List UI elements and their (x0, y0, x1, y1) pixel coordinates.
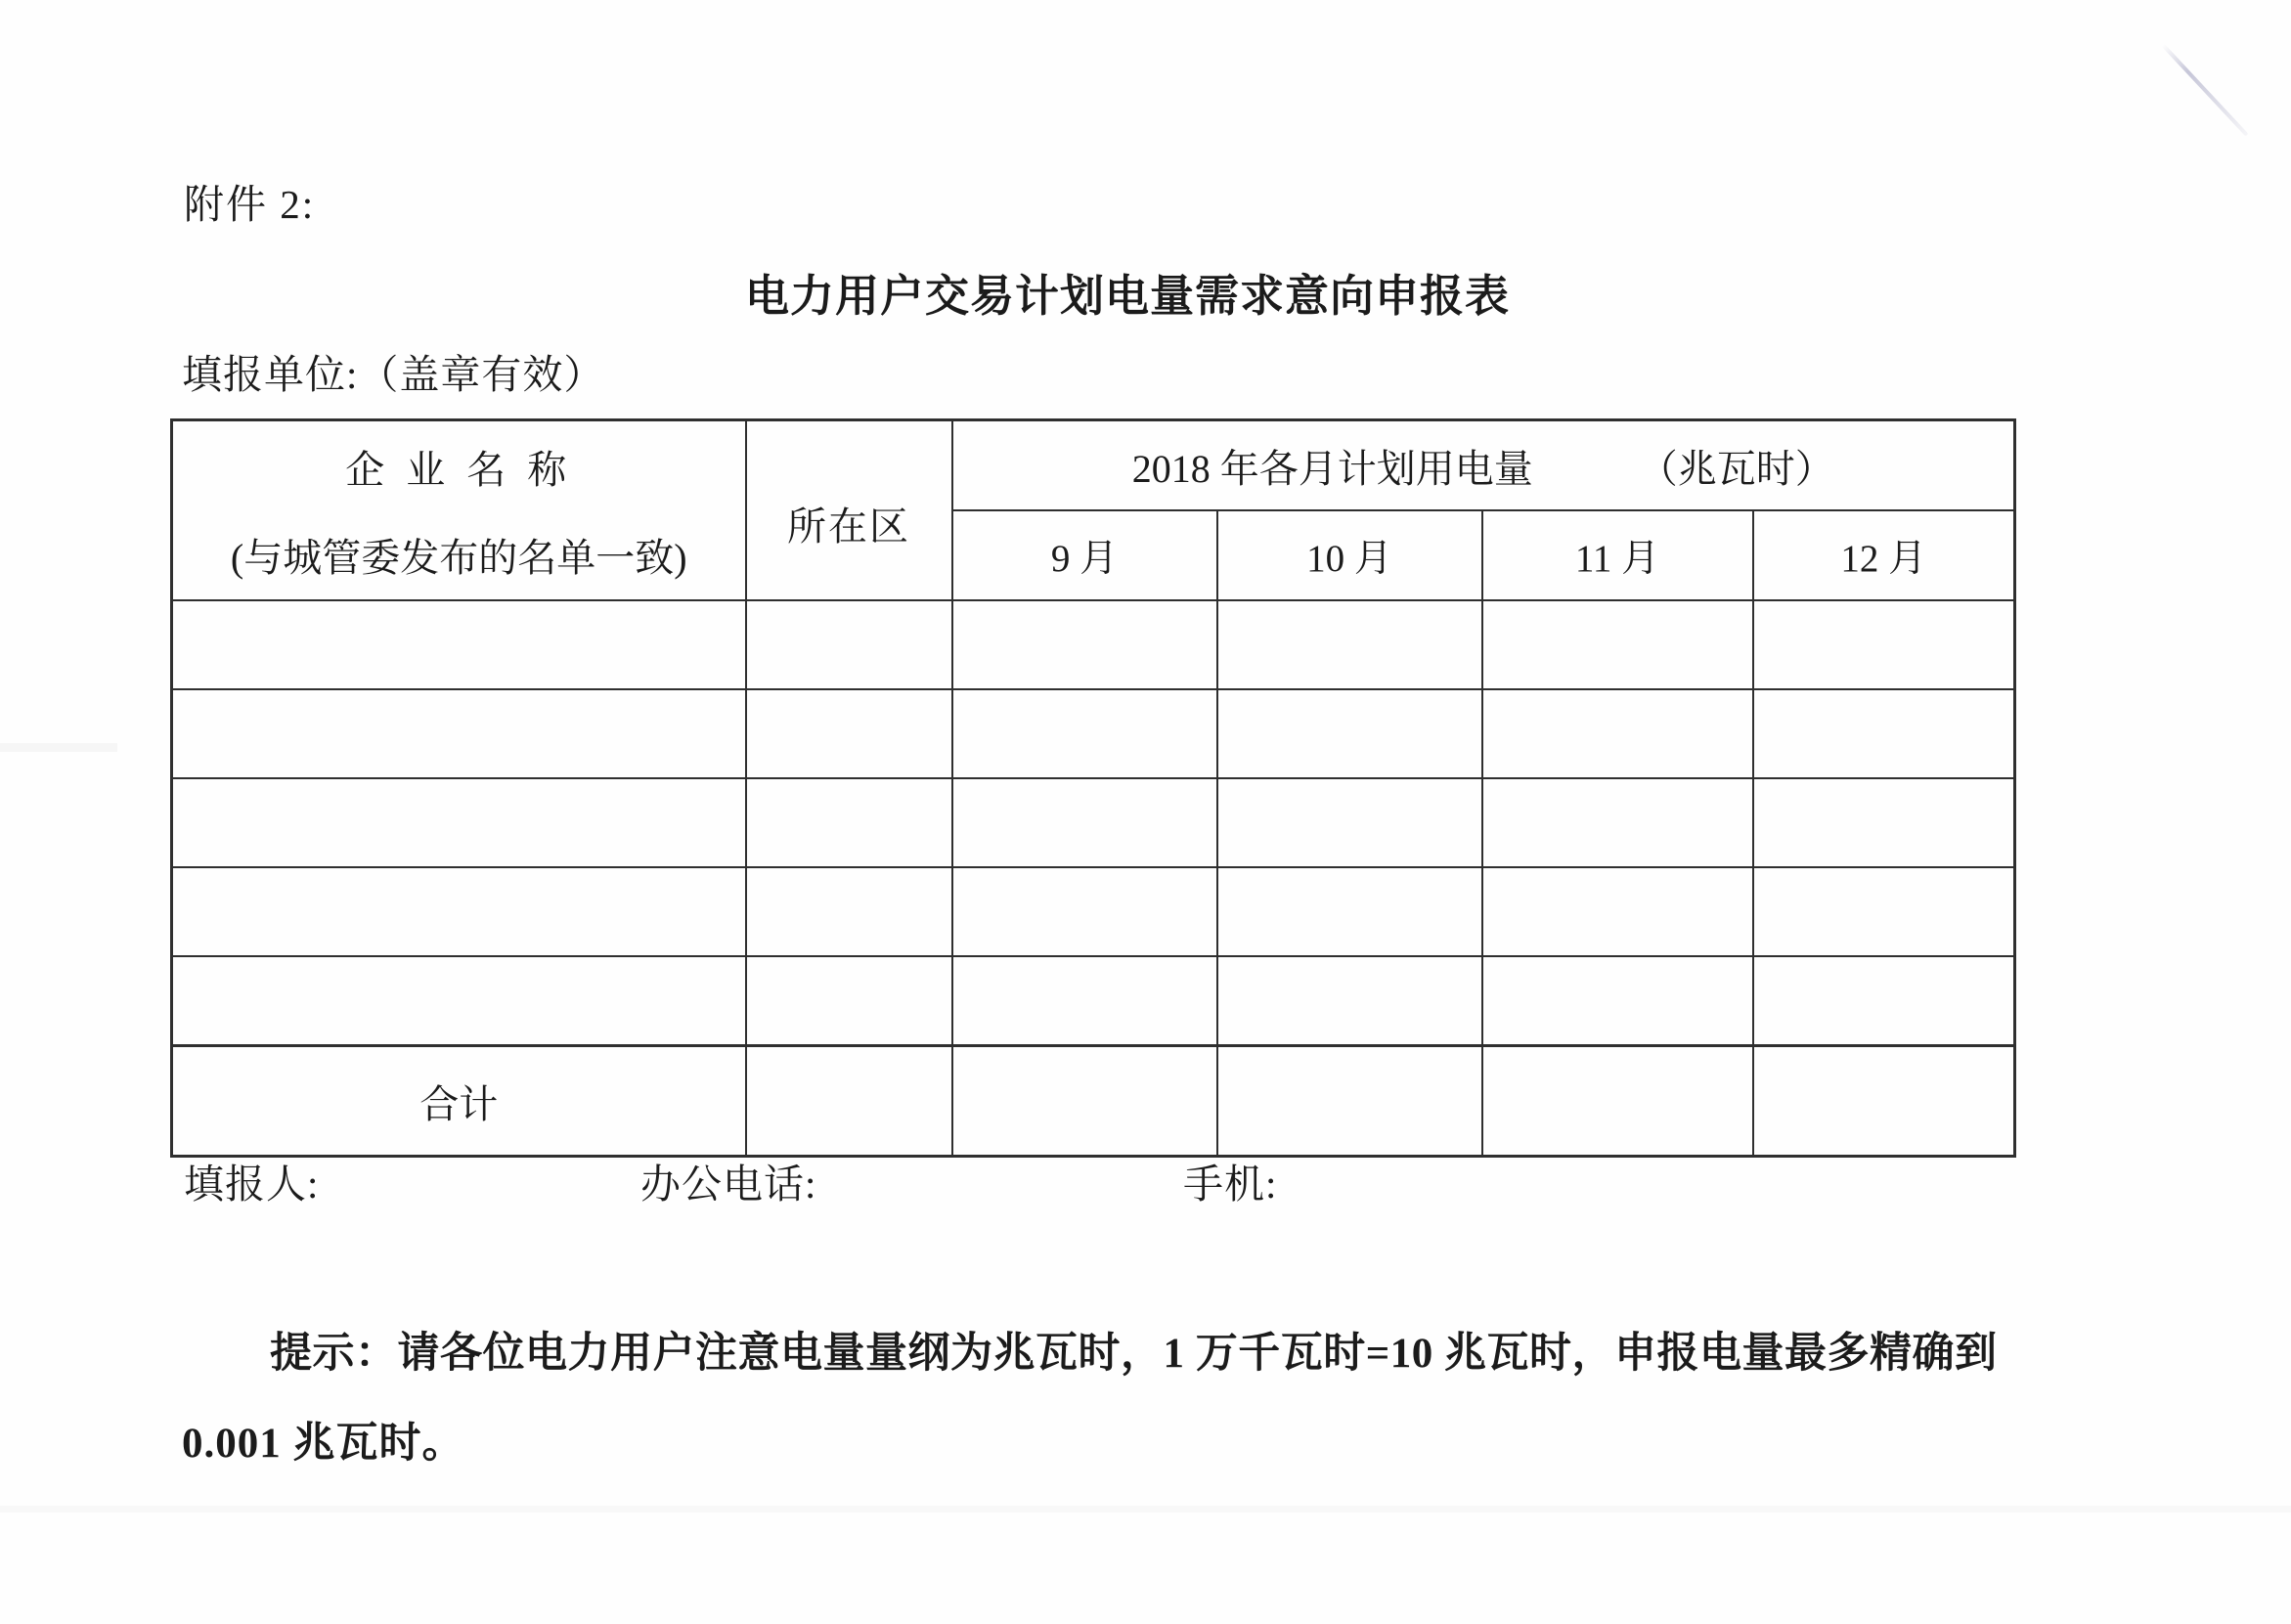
monthly-plan-header-cell (952, 420, 2015, 511)
table-row (172, 778, 2015, 867)
month-header-dec: 12 月 (1753, 510, 2015, 600)
empty-cell (746, 778, 952, 867)
empty-cell (172, 689, 746, 778)
district-header-label: 所在区 (787, 504, 910, 549)
empty-cell (1217, 956, 1482, 1046)
declaration-table (170, 418, 2016, 1158)
empty-cell (1482, 867, 1753, 956)
table-row (172, 956, 2015, 1046)
scan-artifact-scratch (2162, 44, 2249, 137)
empty-cell (1753, 867, 2015, 956)
month-header-nov: 11 月 (1482, 510, 1753, 600)
table-row (172, 867, 2015, 956)
empty-cell (172, 956, 746, 1046)
empty-cell (1753, 689, 2015, 778)
reporting-unit-label: 填报单位:（盖章有效） (182, 352, 605, 397)
month-header-oct: 10 月 (1217, 510, 1482, 600)
company-name-header-cell (172, 420, 746, 601)
office-phone-label: 办公电话: (640, 1162, 817, 1207)
empty-cell (746, 1046, 952, 1157)
empty-cell (1217, 600, 1482, 689)
empty-cell (172, 867, 746, 956)
company-name-header-line1: 企 业 名 称 (345, 447, 573, 492)
empty-cell (952, 956, 1217, 1046)
month-header-sep: 9 月 (952, 510, 1217, 600)
empty-cell (1217, 1046, 1482, 1157)
monthly-plan-unit: （兆瓦时） (1638, 446, 1834, 491)
empty-cell (1753, 956, 2015, 1046)
empty-cell (1753, 1046, 2015, 1157)
empty-cell (952, 689, 1217, 778)
empty-cell (172, 778, 746, 867)
filler-name-label: 填报人: (184, 1162, 320, 1207)
note-line-1: 提示：请各位电力用户注意电量量纲为兆瓦时，1 万千瓦时=10 兆瓦时，申报电量最多精确到 (270, 1331, 1998, 1377)
table-row (172, 689, 2015, 778)
mobile-phone-label: 手机: (1183, 1162, 1278, 1207)
empty-cell (172, 600, 746, 689)
district-header-cell (746, 420, 952, 601)
empty-cell (952, 1046, 1217, 1157)
scan-artifact-streak (0, 743, 117, 752)
empty-cell (1217, 867, 1482, 956)
empty-cell (1482, 1046, 1753, 1157)
empty-cell (1482, 778, 1753, 867)
empty-cell (1482, 600, 1753, 689)
empty-cell (952, 600, 1217, 689)
empty-cell (746, 956, 952, 1046)
empty-cell (952, 867, 1217, 956)
empty-cell (1217, 778, 1482, 867)
total-label-cell: 合计 (172, 1046, 746, 1157)
header-row-1 (172, 420, 2015, 511)
company-name-header-line2: (与城管委发布的名单一致) (230, 535, 687, 580)
empty-cell (1217, 689, 1482, 778)
empty-cell (1482, 689, 1753, 778)
attachment-label: 附件 2: (184, 182, 316, 227)
monthly-plan-title: 2018 年各月计划用电量 (1131, 446, 1533, 491)
empty-cell (1482, 956, 1753, 1046)
empty-cell (952, 778, 1217, 867)
empty-cell (1753, 778, 2015, 867)
scan-artifact-streak (0, 1506, 2291, 1513)
empty-cell (746, 689, 952, 778)
total-row (172, 1046, 2015, 1157)
empty-cell (1753, 600, 2015, 689)
empty-cell (746, 867, 952, 956)
empty-cell (746, 600, 952, 689)
table-row (172, 600, 2015, 689)
note-line-2: 0.001 兆瓦时。 (182, 1421, 465, 1467)
page-title: 电力用户交易计划电量需求意向申报表 (744, 272, 1510, 321)
